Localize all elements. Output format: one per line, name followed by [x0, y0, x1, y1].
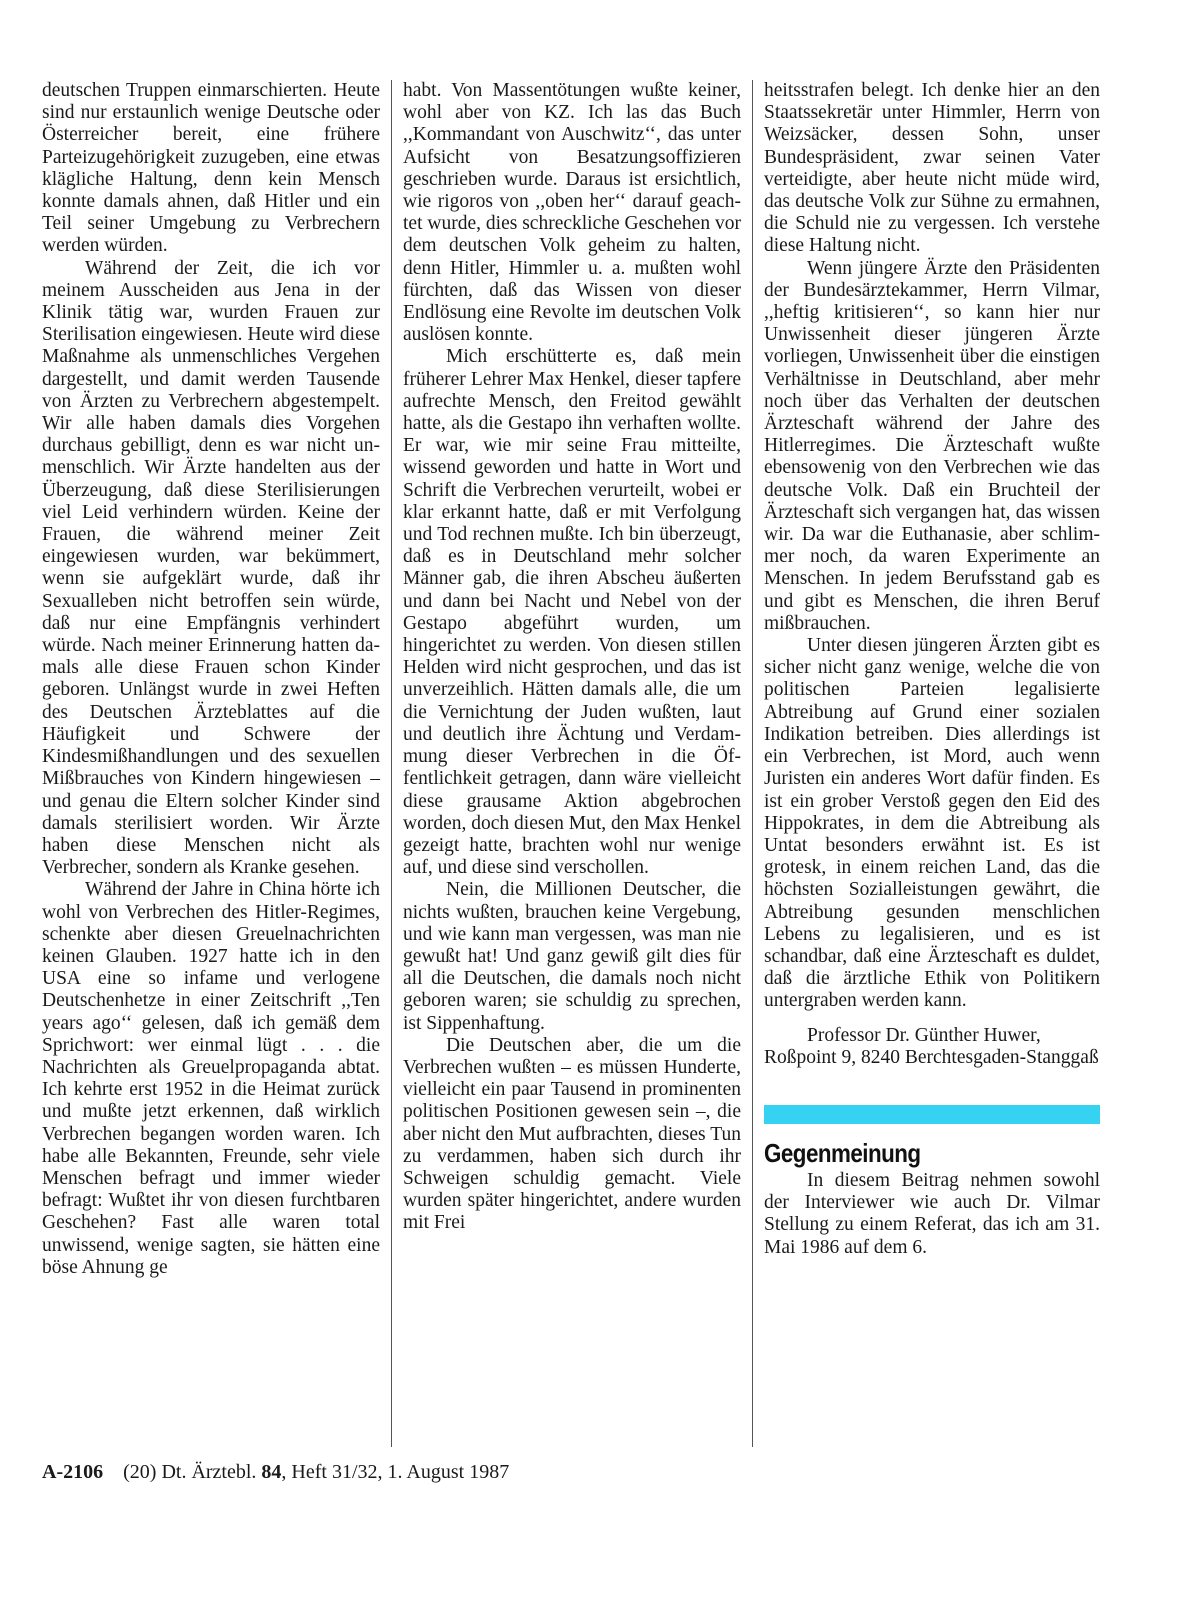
journal-volume: 84: [261, 1461, 282, 1483]
paragraph: Wenn jüngere Ärzte den Präsidenten der Bundesärztekammer, Herrn Vilmar, ,,heftig kritisieren‘‘, so kann hier nur Unwissenheit dieser jüngeren Ärzte vorliegen, Unwissenheit über die einstigen Verhältnisse in Deutschland, aber mehr noch über das Verhalten der deutschen Ärzteschaft während der Jahre des Hitlerregimes. Die Ärzteschaft wußte ebensowenig von den Verbrechen wie das deutsche Volk. Daß ein Bruchteil der Ärzteschaft sich vergangen hat, das wissen wir. Da war die Euthanasie, aber schlimmer noch, da waren Experimente an Menschen. In jedem Berufsstand gab es und gibt es Menschen, die ihren Beruf mißbrauchen.: [764, 257, 1100, 634]
author-signature: Professor Dr. Günther Huwer,: [807, 1024, 1041, 1046]
section-heading: Gegenmeinung: [764, 1137, 921, 1168]
text-column-2: [403, 80, 741, 1235]
section-color-band: [764, 1105, 1100, 1124]
paragraph: Mich erschütterte es, daß mein früherer Lehrer Max Henkel, dieser tapfere aufrechte Mensch, den Freitod gewählt hatte, als die Gestapo ihn verhaften wollte. Er war, wie mir seine Frau mitteilte, wissend geworden und hatte in Wort und Schrift die Verbrechen verurteilt, wobei er klar erkannt hatte, daß er mit Verfolgung und Tod rechnen mußte. Ich bin überzeugt, daß es in Deutschland mehr solcher Männer gab, die ihren Abscheu äußerten und dann bei Nacht und Nebel von der Gestapo abgeführt wurden, um hingerichtet zu werden. Von diesen stillen Helden wird nicht gesprochen, und das ist unverzeihlich. Hätten damals alle, die um die Vernichtung der Juden wußten, laut und deutlich ihre Ächtung und Verdammung dieser Verbrechen in die Öffentlichkeit getragen, dann wäre vielleicht diese grausame Aktion abgebrochen worden, doch diesen Mut, den Max Henkel gezeigt hatte, brachten wohl nur wenige auf, und diese sind verschollen.: [403, 346, 741, 879]
paragraph: habt. Von Massentötungen wußte keiner, wohl aber von KZ. Ich las das Buch ,,Kommandant von Auschwitz‘‘, das unter Aufsicht von Besatzungsoffizieren geschrieben wurde. Daraus ist ersichtlich, wie rigoros von ,,oben her‘‘ darauf geachtet wurde, dies schreckliche Geschehen vor dem deutschen Volk geheim zu halten, denn Hitler, Himmler u. a. mußten wohl fürchten, daß das Wissen von dieser Endlösung eine Revolte im deutschen Volk auslösen konnte.: [403, 80, 741, 346]
paragraph: deutschen Truppen einmarschierten. Heute sind nur erstaunlich wenige Deutsche oder Österreicher bereit, eine frühere Parteizugehörigkeit zuzugeben, eine etwas klägliche Haltung, denn kein Mensch konnte damals ahnen, daß Hitler und ein Teil seiner Umgebung zu Verbrechern werden würden.: [42, 80, 380, 257]
page-code: A-2106: [42, 1461, 104, 1483]
paragraph: In diesem Beitrag nehmen sowohl der Interviewer wie auch Dr. Vilmar Stellung zu einem Referat, das ich am 31. Mai 1986 auf dem 6.: [764, 1169, 1100, 1258]
journal-name: Dt. Ärztebl.: [161, 1461, 257, 1483]
paragraph: Nein, die Millionen Deutscher, die nichts wußten, brauchen keine Vergebung, und wie kann man vergessen, was man nie gewußt hat! Und ganz gewiß gilt dies für all die Deutschen, die damals noch nicht geboren waren; sie schuldig zu sprechen, ist Sippenhaftung.: [403, 879, 741, 1034]
column-divider: [752, 80, 753, 1447]
page-footer: [42, 1460, 509, 1484]
page-number: (20): [123, 1461, 157, 1483]
text-column-1: [42, 80, 380, 1279]
text-column-3: [764, 80, 1100, 1259]
paragraph: Während der Jahre in China hörte ich wohl von Verbrechen des Hitler-Regimes, schenkte aber diesen Greuelnachrichten keinen Glauben. 1927 hatte ich in den USA eine so infame und verlogene Deutschenhetze in einer Zeitschrift ,,Ten years ago‘‘ gelesen, daß ich gemäß dem Sprichwort: wer einmal lügt . . . die Nachrichten als Greuelpropaganda abtat. Ich kehrte erst 1952 in die Heimat zurück und mußte jetzt erkennen, daß wirklich Verbrechen begangen worden waren. Ich habe alle Bekannten, Freunde, sehr viele Menschen befragt und immer wieder befragt: Wußtet ihr von diesen furchtbaren Geschehen? Fast alle waren total unwissend, wenige sagten, sie hätten eine böse Ahnung ge: [42, 879, 380, 1278]
paragraph: heitsstrafen belegt. Ich denke hier an den Staatssekretär unter Himmler, Herrn von Weizsäcker, dessen Sohn, unser Bundespräsident, zwar seinen Vater verteidigte, aber heute nicht müde wird, das deutsche Volk zur Sühne zu ermahnen, die Schuld nie zu vergessen. Ich verstehe diese Haltung nicht.: [764, 80, 1100, 257]
paragraph: Unter diesen jüngeren Ärzten gibt es sicher nicht ganz wenige, welche die von politischen Parteien legalisierte Abtreibung auf Grund einer sozialen Indikation betreiben. Dies allerdings ist ein Verbrechen, ist Mord, auch wenn Juristen ein anderes Wort dafür finden. Es ist ein grober Verstoß gegen den Eid des Hippokrates, in dem die Abtreibung als Untat besonders erwähnt ist. Es ist grotesk, in einem reichen Land, das die höchsten Sozialleistungen gewährt, die Abtreibung gesunden menschlichen Lebens zu legalisieren, und es ist schandbar, daß eine Ärzteschaft es duldet, daß die ärztliche Ethik von Politikern untergraben werden kann.: [764, 635, 1100, 1012]
issue-date: , Heft 31/32, 1. August 1987: [281, 1461, 510, 1483]
paragraph: Während der Zeit, die ich vor meinem Ausscheiden aus Jena in der Klinik tätig war, wurden Frauen zur Sterilisation eingewiesen. Heute wird diese Maßnahme als unmenschliches Vergehen dargestellt, und damit werden Tausende von Ärzten zu Verbrechern abgestempelt. Wir alle haben damals dies Vorgehen durchaus gebilligt, denn es war nicht unmenschlich. Wir Ärzte handelten aus der Überzeugung, daß diese Sterilisierungen viel Leid verhindern würden. Keine der Frauen, die während meiner Zeit eingewiesen wurden, war bekümmert, wenn sie aufgeklärt wurde, daß ihr Sexualleben nicht betroffen sein würde, daß nur eine Empfängnis verhindert würde. Nach meiner Erinnerung hatten damals alle diese Frauen schon Kinder geboren. Unlängst wurde in zwei Heften des Deutschen Ärzteblattes auf die Häufigkeit und Schwere der Kindesmißhandlungen und des sexuellen Mißbrauches von Kindern hingewiesen – und genau die Eltern solcher Kinder sind damals sterilisiert worden. Wir Ärzte haben diese Menschen nicht als Verbrecher, sondern als Kranke gesehen.: [42, 257, 380, 879]
paragraph: Die Deutschen aber, die um die Verbrechen wußten – es müssen Hunderte, vielleicht ein paar Tausend in prominenten politischen Positionen gewesen sein –, die aber nicht den Mut aufbrachten, dieses Tun zu verdammen, haben sich durch ihr Schweigen schuldig gemacht. Viele wurden später hingerichtet, andere wurden mit Frei: [403, 1034, 741, 1234]
column-divider: [391, 80, 392, 1447]
author-address: Roßpoint 9, 8240 Berchtesgaden-Stanggaß: [764, 1046, 1099, 1068]
